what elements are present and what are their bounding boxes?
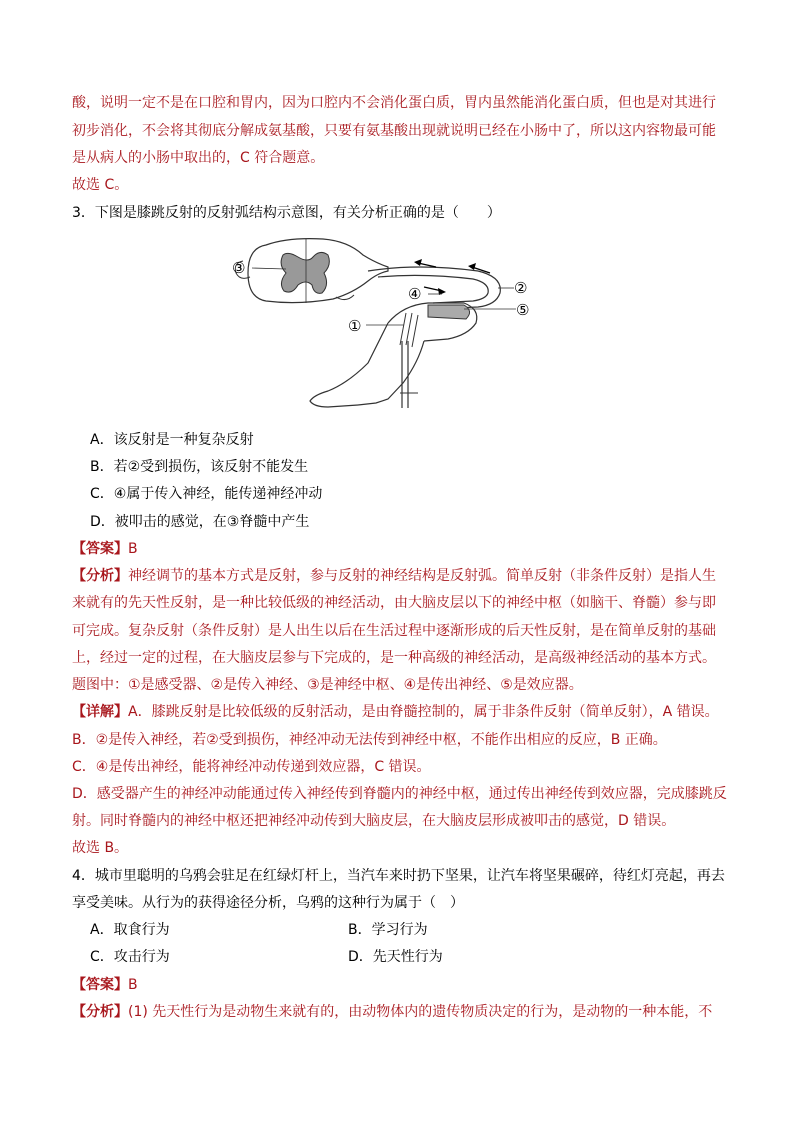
q3-option-b: B．若②受到损伤，该反射不能发生: [90, 459, 309, 475]
answer-value: B: [128, 977, 138, 993]
q3-analysis-line-4: 上，经过一定的过程，在大脑皮层参与下完成的，是一种高级的神经活动，是高级神经活动的基本方式。: [72, 650, 716, 666]
q3-conclusion: 故选 B。: [72, 840, 129, 856]
q4-option-d: D．先天性行为: [348, 949, 443, 965]
q3-analysis-line-1: [72, 566, 716, 586]
prev-answer-line-1: 酸，说明一定不是在口腔和胃内，因为口腔内不会消化蛋白质，胃内虽然能消化蛋白质，但也是对其进行: [72, 95, 716, 111]
q3-detail-line-1: [72, 702, 719, 722]
q4-option-b: B．学习行为: [348, 922, 428, 938]
analysis-tag: 【分析】: [72, 568, 128, 584]
answer-tag: 【答案】: [72, 541, 128, 557]
q3-analysis-line-2: 来就有的先天性反射，是一种比较低级的神经活动，由大脑皮层以下的神经中枢（如脑干、脊髓）参与即: [72, 595, 716, 611]
q3-detail-line-3: C．④是传出神经，能将神经冲动传递到效应器，C 错误。: [72, 759, 431, 775]
figure-label-3: ③: [232, 259, 246, 277]
q4-stem-line-2: 享受美味。从行为的获得途径分析，乌鸦的这种行为属于（ ）: [72, 895, 464, 911]
q3-analysis-line-3: 可完成。复杂反射（条件反射）是人出生以后在生活过程中逐渐形成的后天性反射，是在简单反射的基础: [72, 623, 716, 639]
q4-analysis-line-1: [72, 1002, 712, 1022]
answer-tag: 【答案】: [72, 977, 128, 993]
figure-label-2: ②: [514, 279, 528, 297]
q3-detail-line-4: D．感受器产生的神经冲动能通过传入神经传到脊髓内的神经中枢，通过传出神经传到效应器，完成膝跳反: [72, 786, 727, 802]
q3-detail-line-5: 射。同时脊髓内的神经中枢还把神经冲动传到大脑皮层，在大脑皮层形成被叩击的感觉，D 错误。: [72, 813, 676, 829]
figure-label-4: ④: [408, 285, 422, 303]
q3-stem: 3．下图是膝跳反射的反射弧结构示意图，有关分析正确的是（ ）: [72, 205, 501, 221]
q4-stem-line-1: 4．城市里聪明的乌鸦会驻足在红绿灯杆上，当汽车来时扔下坚果，让汽车将坚果碾碎，待红灯亮起，再去: [72, 868, 725, 884]
figure-label-5: ⑤: [516, 301, 530, 319]
q3-answer: [72, 539, 138, 559]
q4-option-a: A．取食行为: [90, 922, 170, 938]
answer-value: B: [128, 541, 138, 557]
q3-option-a: A．该反射是一种复杂反射: [90, 432, 254, 448]
prev-answer-line-2: 初步消化，不会将其彻底分解成氨基酸，只要有氨基酸出现就说明已经在小肠中了，所以这内容物最可能: [72, 123, 716, 139]
q4-option-c: C．攻击行为: [90, 949, 170, 965]
detail-tag: 【详解】: [72, 704, 128, 720]
analysis-text: (1) 先天性行为是动物生来就有的，由动物体内的遗传物质决定的行为，是动物的一种本能，不: [128, 1004, 713, 1020]
prev-answer-line-3: 是从病人的小肠中取出的，C 符合题意。: [72, 150, 325, 166]
analysis-tag: 【分析】: [72, 1004, 128, 1020]
q4-answer: [72, 975, 138, 995]
analysis-text: 神经调节的基本方式是反射，参与反射的神经结构是反射弧。简单反射（非条件反射）是指人生: [128, 568, 716, 584]
knee-jerk-reflex-arc-figure: [228, 233, 538, 413]
figure-label-1: ①: [348, 317, 362, 335]
q3-detail-line-2: B．②是传入神经，若②受到损伤，神经冲动无法传到神经中枢，不能作出相应的反应，B 正确。: [72, 732, 667, 748]
detail-text: A．膝跳反射是比较低级的反射活动，是由脊髓控制的，属于非条件反射（简单反射），A 错误。: [128, 704, 719, 720]
q3-option-c: C．④属于传入神经，能传递神经冲动: [90, 486, 323, 502]
q3-option-d: D．被叩击的感觉，在③脊髓中产生: [90, 514, 310, 530]
prev-answer-conclusion: 故选 C。: [72, 177, 129, 193]
q3-analysis-line-5: 题图中：①是感受器、②是传入神经、③是神经中枢、④是传出神经、⑤是效应器。: [72, 677, 583, 693]
